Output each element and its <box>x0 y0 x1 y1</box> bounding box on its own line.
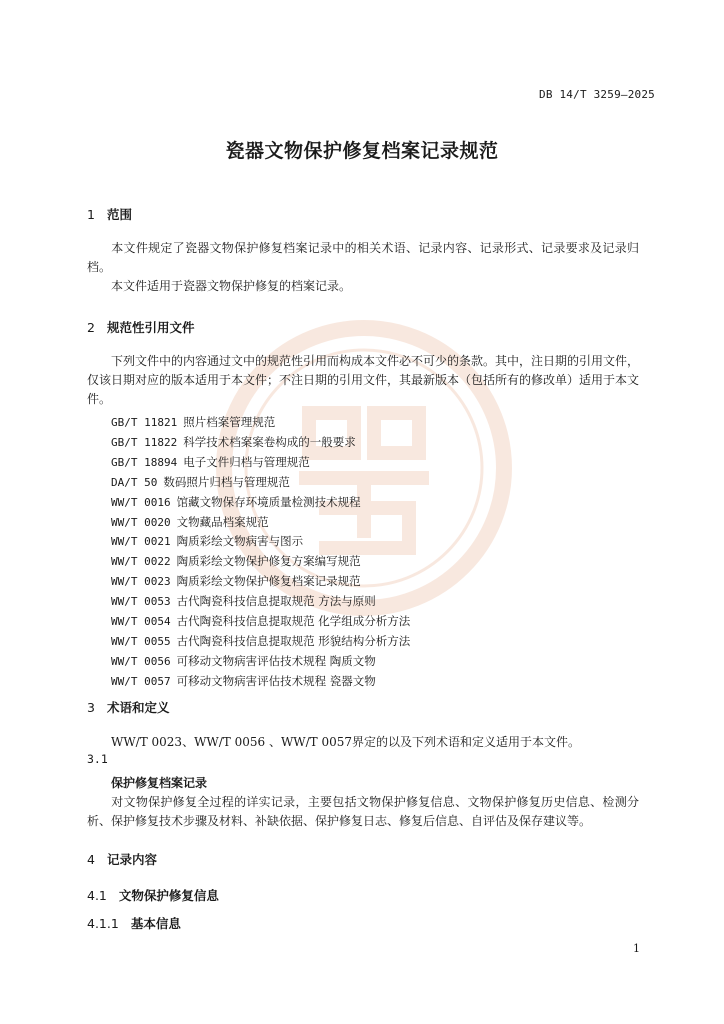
subsection-4-1-heading <box>87 886 219 904</box>
section-1-paragraph-1 <box>87 239 639 277</box>
paragraph-text: 下列文件中的内容通过文中的规范性引用而构成本文件必不可少的条款。其中，注日期的引用文件，仅该日期对应的版本适用于本文件；不注日期的引用文件，其最新版本（包括所有的修改单）适用于本文件。 <box>87 354 640 406</box>
section-3-paragraph-1 <box>87 733 639 752</box>
section-title: 规范性引用文件 <box>106 320 195 335</box>
section-number: 1 <box>87 207 95 222</box>
reference-code: GB/T 11822 <box>111 435 178 449</box>
paragraph-text: WW/T 0023、WW/T 0056 、WW/T 0057界定的以及下列术语和定义适用于本文件。 <box>111 735 581 749</box>
reference-item <box>111 532 410 552</box>
reference-item <box>111 672 410 692</box>
reference-code: DA/T 50 <box>111 475 158 489</box>
section-number: 3 <box>87 700 95 715</box>
term-number: 3.1 <box>87 752 108 766</box>
reference-item <box>111 612 410 632</box>
reference-title: 照片档案管理规范 <box>183 415 276 429</box>
reference-title: 可移动文物病害评估技术规程 瓷器文物 <box>176 673 376 688</box>
reference-code: WW/T 0021 <box>111 535 171 549</box>
section-3-heading <box>87 698 169 716</box>
reference-code: GB/T 18894 <box>111 455 178 469</box>
normative-references-list <box>111 413 410 692</box>
reference-title: 陶质彩绘文物保护修复档案记录规范 <box>176 574 361 589</box>
term-name: 保护修复档案记录 <box>111 776 208 790</box>
paragraph-text: 本文件适用于瓷器文物保护修复的档案记录。 <box>111 279 352 293</box>
reference-title: 文物藏品档案规范 <box>176 514 269 529</box>
section-2-heading <box>87 318 194 336</box>
reference-item <box>111 453 410 473</box>
reference-title: 馆藏文物保存环境质量检测技术规程 <box>176 494 361 509</box>
section-title: 术语和定义 <box>106 700 170 715</box>
reference-code: WW/T 0022 <box>111 555 171 569</box>
section-title: 范围 <box>106 207 132 222</box>
reference-title: 古代陶瓷科技信息提取规范 形貌结构分析方法 <box>176 633 411 648</box>
section-number: 2 <box>87 320 95 335</box>
reference-code: WW/T 0023 <box>111 575 171 589</box>
term-definition <box>87 793 639 831</box>
page-number: 1 <box>633 942 640 955</box>
reference-title: 古代陶瓷科技信息提取规范 化学组成分析方法 <box>176 614 411 629</box>
reference-item <box>111 572 410 592</box>
reference-code: WW/T 0057 <box>111 674 171 688</box>
paragraph-text: 本文件规定了瓷器文物保护修复档案记录中的相关术语、记录内容、记录形式、记录要求及记录归档。 <box>87 241 639 274</box>
subsection-number: 4.1 <box>87 888 107 903</box>
section-1-paragraph-2 <box>87 277 639 296</box>
reference-title: 陶质彩绘文物病害与图示 <box>176 534 304 549</box>
reference-title: 古代陶瓷科技信息提取规范 方法与原则 <box>176 594 376 609</box>
reference-code: WW/T 0020 <box>111 515 171 529</box>
reference-item <box>111 592 410 612</box>
reference-code: WW/T 0053 <box>111 595 171 609</box>
reference-code: GB/T 11821 <box>111 416 178 429</box>
section-1-heading <box>87 205 132 223</box>
subsection-title: 基本信息 <box>130 916 181 931</box>
reference-title: 可移动文物病害评估技术规程 陶质文物 <box>176 653 376 668</box>
reference-code: WW/T 0055 <box>111 634 171 648</box>
reference-item <box>111 552 410 572</box>
reference-title: 电子文件归档与管理规范 <box>183 454 310 469</box>
reference-item <box>111 433 410 453</box>
reference-code: WW/T 0054 <box>111 615 171 629</box>
reference-code: WW/T 0016 <box>111 495 171 509</box>
reference-item <box>111 493 410 513</box>
reference-item <box>111 652 410 672</box>
reference-title: 数码照片归档与管理规范 <box>163 474 290 489</box>
subsection-title: 文物保护修复信息 <box>118 888 219 903</box>
document-title: 瓷器文物保护修复档案记录规范 <box>225 140 499 162</box>
reference-item <box>111 513 410 533</box>
reference-item <box>111 413 410 433</box>
section-2-paragraph-1 <box>87 352 639 409</box>
reference-code: WW/T 0056 <box>111 654 171 668</box>
section-number: 4 <box>87 852 95 867</box>
reference-title: 科学技术档案案卷构成的一般要求 <box>183 434 356 449</box>
subsection-number: 4.1.1 <box>87 916 119 931</box>
section-4-heading <box>87 850 157 868</box>
paragraph-text: 对文物保护修复全过程的详实记录，主要包括文物保护修复信息、文物保护修复历史信息、检测分析、保护修复技术步骤及材料、补缺依据、保护修复日志、修复后信息、自评估及保存建议等。 <box>87 795 639 828</box>
section-title: 记录内容 <box>106 852 157 867</box>
reference-item <box>111 473 410 493</box>
reference-title: 陶质彩绘文物保护修复方案编写规范 <box>176 554 361 569</box>
standard-code: DB 14/T 3259—2025 <box>539 88 655 101</box>
subsection-4-1-1-heading <box>87 914 181 932</box>
reference-item <box>111 632 410 652</box>
